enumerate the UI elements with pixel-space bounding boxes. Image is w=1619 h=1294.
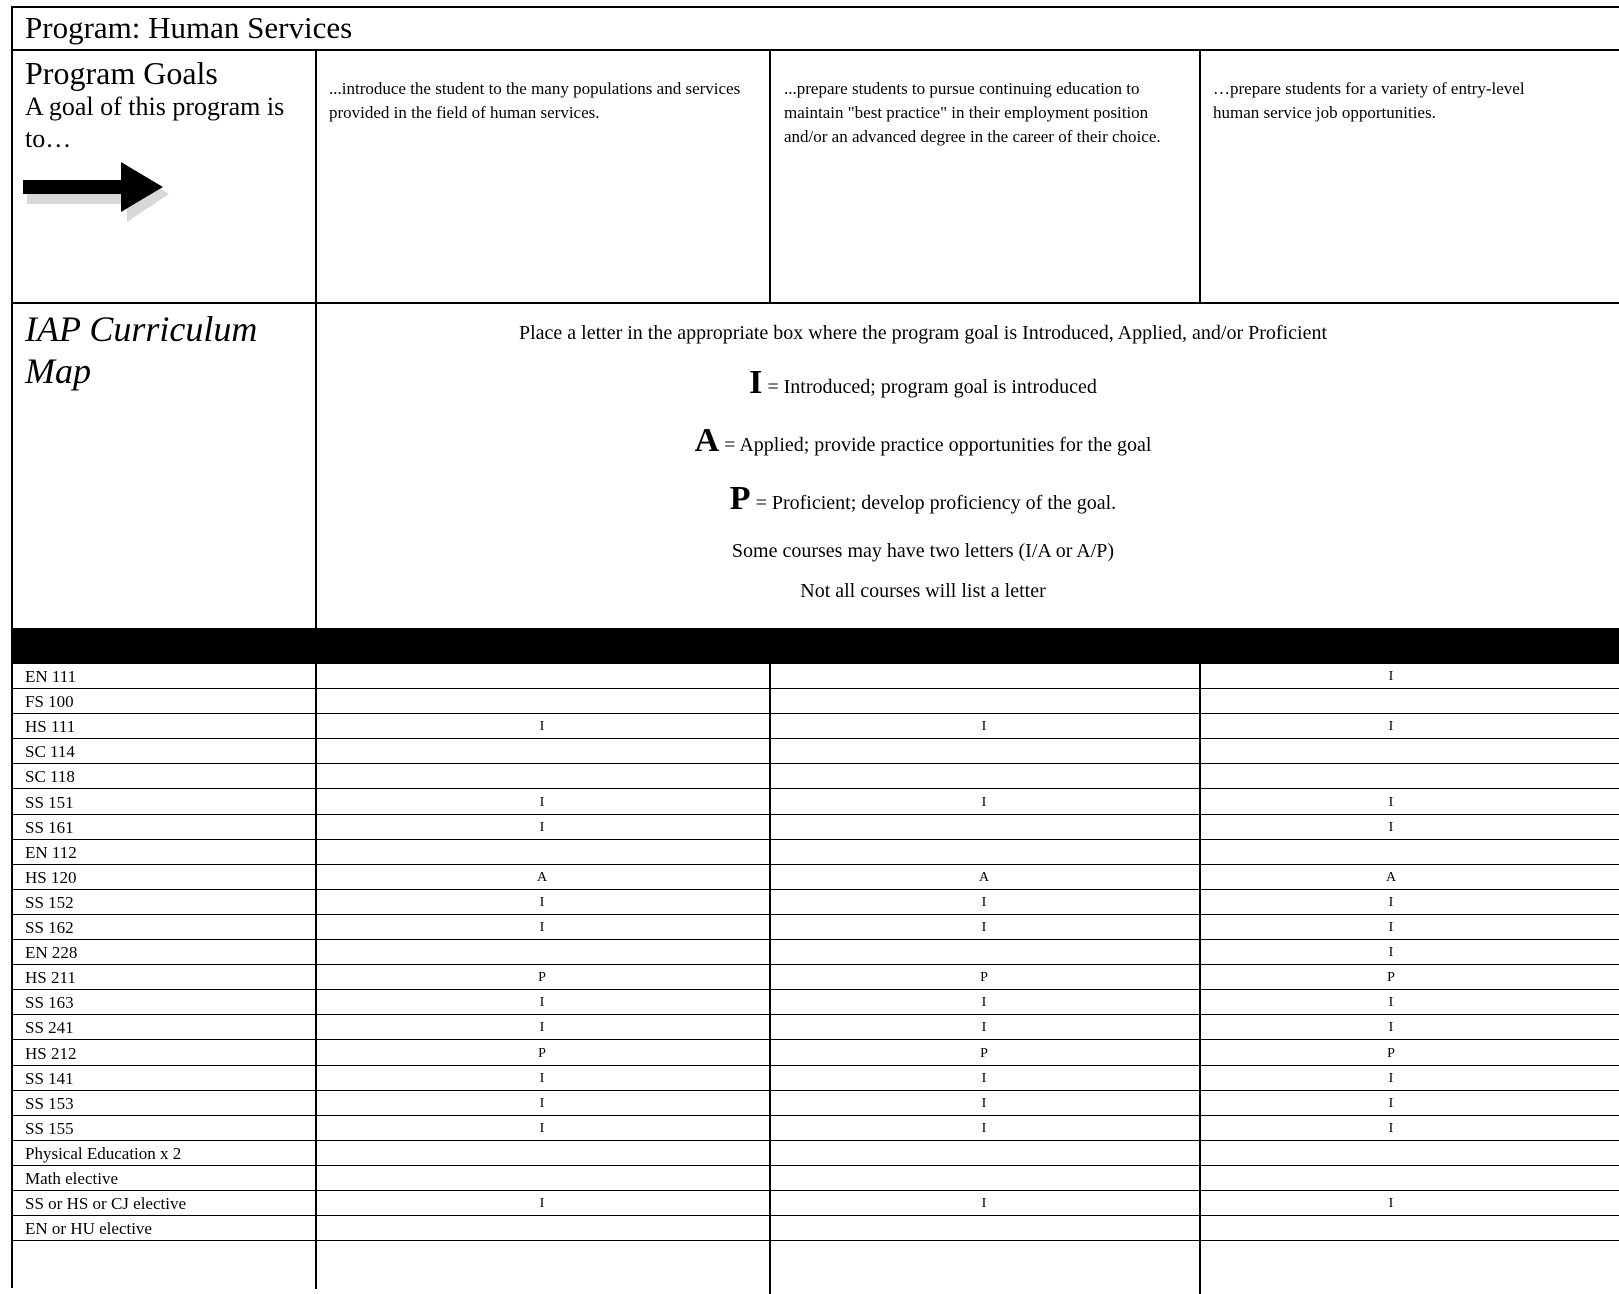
course-name: SS 153 (25, 1093, 74, 1113)
course-name: SS 241 (25, 1018, 74, 1038)
goal-3-mark: I (1388, 819, 1394, 835)
course-name: EN 228 (25, 943, 78, 963)
goal-2-mark: I (981, 1196, 987, 1212)
table-row (13, 1041, 1619, 1066)
program-goals-header (25, 55, 315, 155)
course-name: SS 163 (25, 993, 74, 1013)
course-name: SS 161 (25, 817, 74, 837)
course-name: FS 100 (25, 692, 74, 712)
course-name: SS 152 (25, 892, 74, 912)
table-row (13, 1091, 1619, 1116)
course-name: EN or HU elective (25, 1219, 152, 1239)
course-name: HS 111 (25, 717, 76, 737)
table-row (13, 1216, 1619, 1241)
goal-3-mark: I (1388, 995, 1394, 1011)
course-name: HS 212 (25, 1043, 77, 1063)
goal-3-mark: I (1388, 1070, 1394, 1086)
legend-note-no-letter: Not all courses will list a letter (800, 580, 1046, 602)
course-name: SC 118 (25, 767, 75, 787)
goal-3-mark: P (1387, 970, 1395, 986)
table-row (13, 1191, 1619, 1216)
goal-1-text: ...introduce the student to the many populations and services provided in the field of human services. (329, 79, 741, 122)
course-name: Math elective (25, 1169, 118, 1188)
table-row (13, 865, 1619, 890)
table-row (13, 965, 1619, 990)
key-description: = Applied; provide practice opportunities for the goal (719, 434, 1152, 456)
curriculum-map-title: IAP Curriculum Map (25, 309, 258, 391)
goal-1-mark: I (539, 819, 545, 835)
goal-1-mark: I (539, 1070, 545, 1086)
goal-2-mark: I (981, 920, 987, 935)
goal-2-mark: I (981, 719, 987, 735)
key-description: = Proficient; develop proficiency of the goal. (750, 492, 1117, 514)
goal-1-mark: I (539, 894, 545, 910)
program-goals-subtitle: A goal of this program is to… (25, 92, 285, 153)
table-row (13, 664, 1619, 689)
goal-2-mark: I (981, 995, 987, 1011)
table-row (13, 1141, 1619, 1166)
goal-2-mark: P (980, 1045, 988, 1061)
header-bar (13, 628, 1619, 664)
table-row (13, 1116, 1619, 1141)
course-name: SS or HS or CJ elective (25, 1194, 187, 1214)
legend-key-introduced (318, 364, 1528, 402)
goal-1-mark: I (539, 794, 545, 810)
goal-2-text: ...prepare students to pursue continuing education to maintain "best practice" in their employment position and/or an advanced degree in the career of their choice. (784, 79, 1161, 146)
course-name: SC 114 (25, 742, 75, 762)
course-name: HS 120 (25, 867, 77, 887)
goal-1-mark: P (538, 1045, 546, 1061)
course-name: SS 141 (25, 1068, 74, 1088)
goal-3-mark: I (1388, 1120, 1394, 1136)
table-row (13, 915, 1619, 940)
section-divider (13, 302, 1619, 304)
goal-3-mark: I (1388, 1095, 1394, 1111)
legend-note-two-letters: Some courses may have two letters (I/A or A/P) (731, 540, 1115, 562)
course-name: HS 211 (25, 968, 76, 988)
table-row (13, 990, 1619, 1015)
course-name: SS 151 (25, 792, 74, 812)
legend-key-applied (318, 422, 1528, 460)
goal-2-mark: I (981, 1095, 987, 1111)
table-row (13, 714, 1619, 739)
table-row (13, 815, 1619, 840)
goal-3-mark: P (1387, 1045, 1395, 1061)
goal-3-mark: I (1388, 920, 1394, 935)
program-title: Program: Human Services (25, 10, 353, 45)
goal-1-mark: P (538, 970, 546, 986)
column-divider (1199, 49, 1201, 303)
legend-instruction: Place a letter in the appropriate box where the program goal is Introduced, Applied, and/or Proficient (518, 322, 1328, 344)
key-letter: I (749, 364, 763, 401)
goal-3-mark: I (1388, 719, 1394, 735)
table-row (13, 890, 1619, 915)
goal-1-mark: I (539, 995, 545, 1011)
column-divider (769, 49, 771, 303)
goal-2-mark: I (981, 1020, 987, 1036)
goal-2-mark: P (980, 970, 988, 986)
goal-3-mark: I (1388, 1196, 1394, 1212)
key-description: = Introduced; program goal is introduced (762, 376, 1097, 398)
goal-3-mark: I (1388, 894, 1394, 910)
goal-2-mark: A (978, 869, 990, 885)
goal-3-text: …prepare students for a variety of entry-level human service job opportunities. (1213, 79, 1525, 122)
goal-1-mark: I (539, 719, 545, 735)
goal-2-mark: I (981, 894, 987, 910)
table-row (13, 1166, 1619, 1191)
goal-3-mark: I (1388, 794, 1394, 810)
goal-3-mark: I (1388, 1020, 1394, 1036)
curriculum-map-document (11, 6, 1619, 1288)
table-row (13, 689, 1619, 714)
goal-3-mark: A (1385, 869, 1397, 885)
goal-2-mark: I (981, 794, 987, 810)
goal-3-mark: I (1388, 945, 1394, 961)
goal-1-mark: I (539, 1020, 545, 1036)
legend-key-proficient (318, 480, 1528, 518)
program-goals-title: Program Goals (25, 55, 218, 91)
key-letter: P (729, 480, 751, 517)
table-row (13, 764, 1619, 789)
course-name: EN 111 (25, 667, 77, 686)
program-title-row (13, 8, 1619, 51)
goal-1-mark: I (539, 1095, 545, 1111)
table-row (13, 840, 1619, 865)
table-row (13, 1015, 1619, 1040)
key-letter: A (694, 422, 720, 459)
course-name: SS 162 (25, 918, 74, 937)
goal-1-mark: I (539, 1196, 545, 1212)
goal-1-mark: A (536, 869, 548, 885)
goal-2-mark: I (981, 1120, 987, 1136)
table-row (13, 1066, 1619, 1091)
goal-1-mark: I (539, 1120, 545, 1136)
goal-1-mark: I (539, 920, 545, 935)
goal-3-mark: I (1388, 669, 1394, 684)
table-row (13, 739, 1619, 764)
course-name: Physical Education x 2 (25, 1143, 182, 1163)
right-arrow-icon (23, 158, 173, 228)
table-row (13, 790, 1619, 815)
course-name: EN 112 (25, 842, 77, 862)
course-name: SS 155 (25, 1118, 74, 1138)
table-row (13, 940, 1619, 965)
goal-2-mark: I (981, 1070, 987, 1086)
